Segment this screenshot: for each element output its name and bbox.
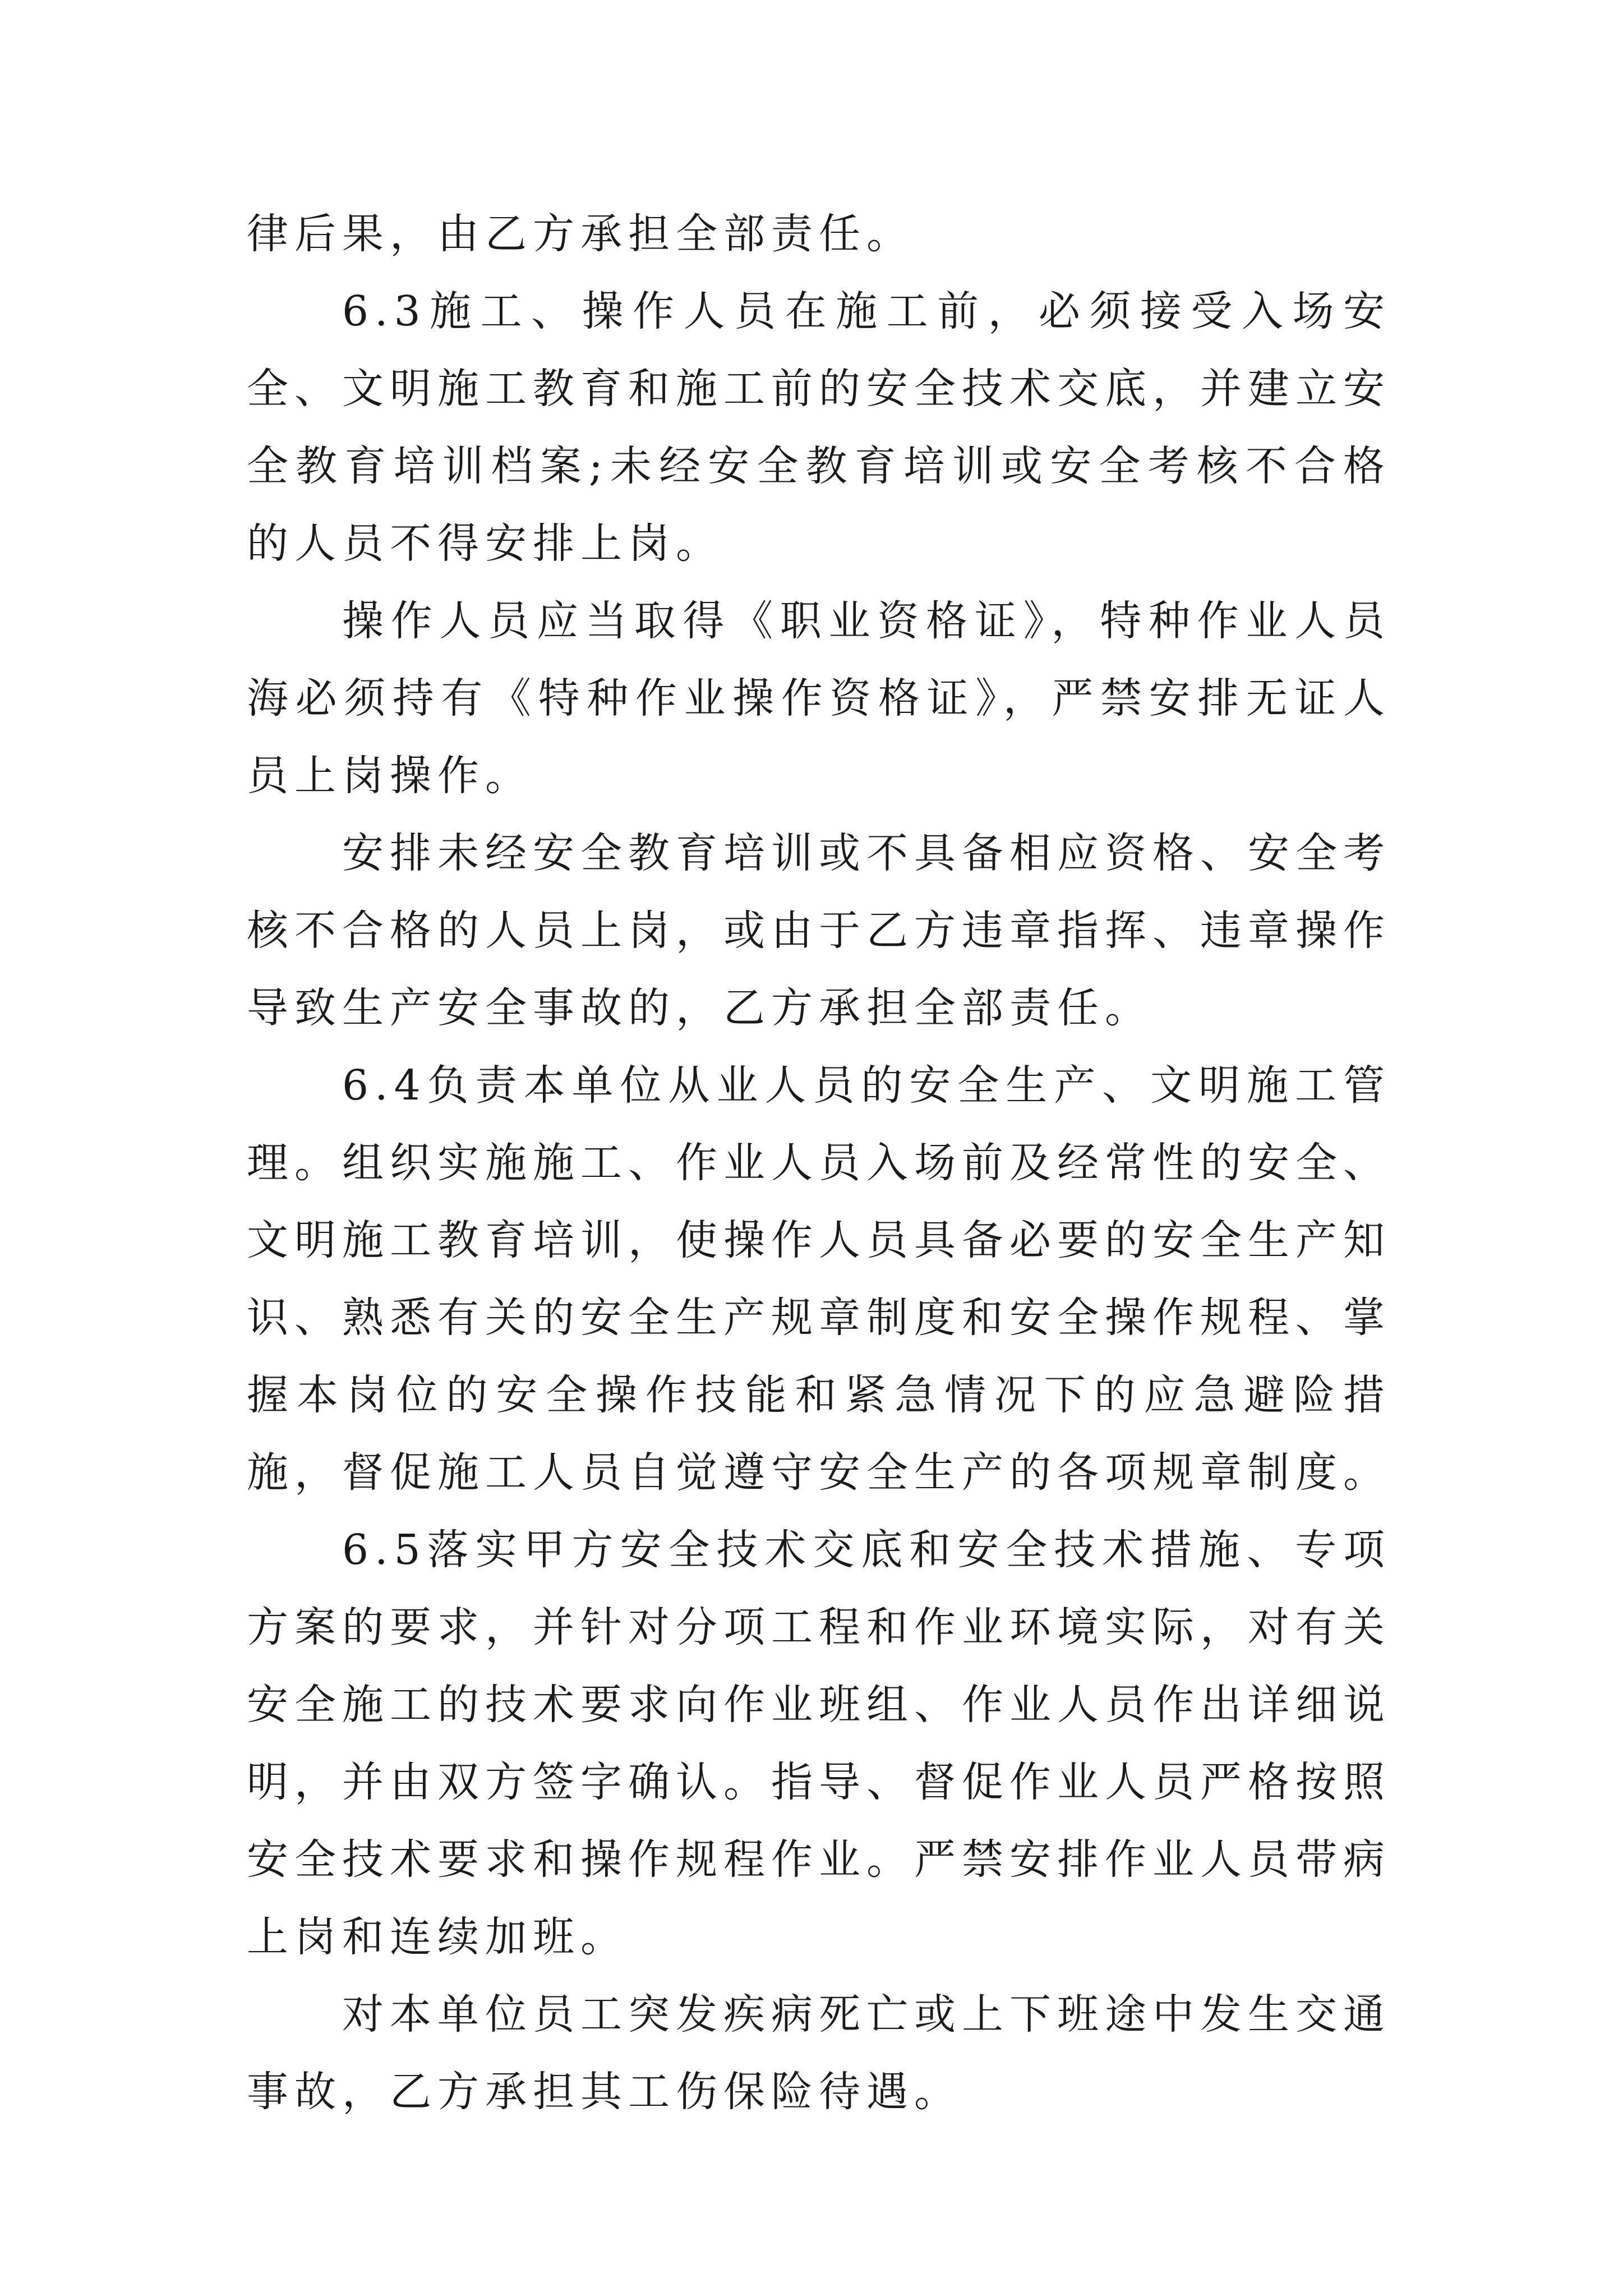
paragraph-continuation: 律后果，由乙方承担全部责任。 [247, 210, 914, 258]
paragraph-qualification: 操作人员应当取得《职业资格证》，特种作业人员海必须持有《特种作业操作资格证》，严禁安排无证人员上岗操作。 [247, 597, 1391, 800]
document-body [247, 195, 1391, 2131]
paragraph-6-3: 6.3施工、操作人员在施工前，必须接受入场安全、文明施工教育和施工前的安全技术交底，并建立安全教育培训档案;未经安全教育培训或安全考核不合格的人员不得安排上岗。 [247, 287, 1391, 568]
paragraph-liability: 安排未经安全教育培训或不具备相应资格、安全考核不合格的人员上岗，或由于乙方违章指挥、违章操作导致生产安全事故的，乙方承担全部责任。 [247, 829, 1391, 1032]
paragraph-injury-insurance: 对本单位员工突发疾病死亡或上下班途中发生交通事故，乙方承担其工伤保险待遇。 [247, 1990, 1391, 2116]
paragraph-6-4: 6.4负责本单位从业人员的安全生产、文明施工管理。组织实施施工、作业人员入场前及经常性的安全、文明施工教育培训，使操作人员具备必要的安全生产知识、熟悉有关的安全生产规章制度和安全操作规程、掌握本岗位的安全操作技能和紧急情况下的应急避险措施，督促施工人员自觉遵守安全生产的各项规章制度。 [247, 1061, 1391, 1497]
paragraph-6-5: 6.5落实甲方安全技术交底和安全技术措施、专项方案的要求，并针对分项工程和作业环境实际，对有关安全施工的技术要求向作业班组、作业人员作出详细说明，并由双方签字确认。指导、督促作业人员严格按照安全技术要求和操作规程作业。严禁安排作业人员带病上岗和连续加班。 [247, 1526, 1391, 1961]
